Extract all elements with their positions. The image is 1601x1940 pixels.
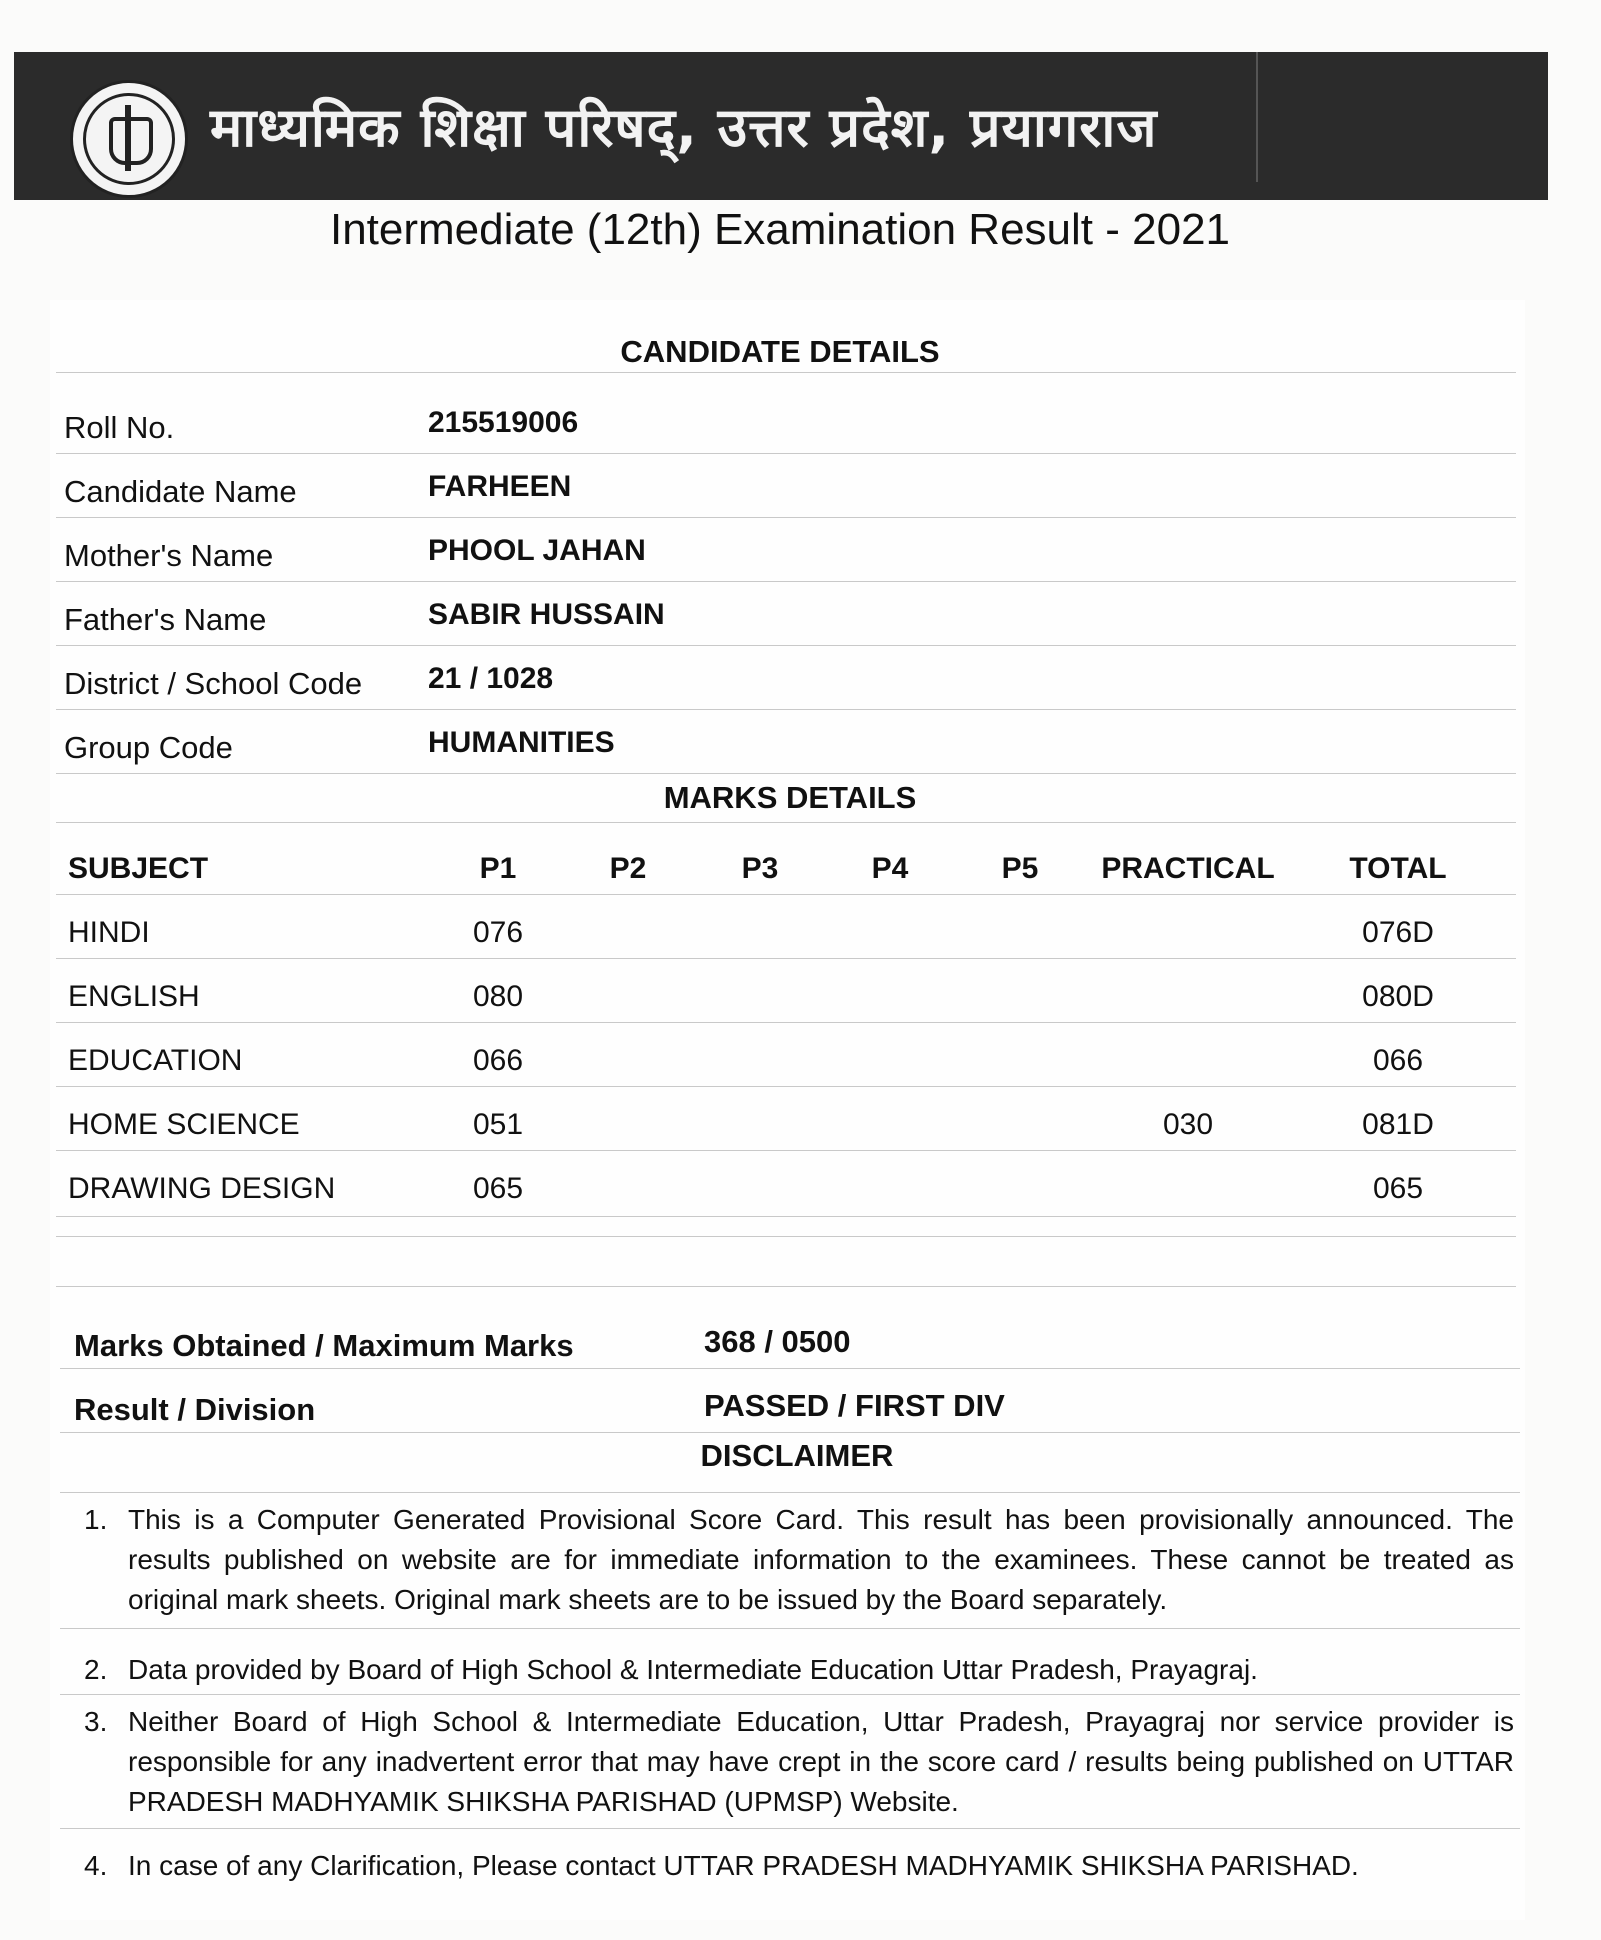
divider <box>56 1022 1516 1023</box>
divider <box>56 645 1516 646</box>
marks-row <box>68 1096 1508 1158</box>
subject-name: DRAWING DESIGN <box>68 1172 336 1205</box>
detail-label: Father's Name <box>64 602 267 637</box>
mark-practical: 030 <box>1162 1108 1214 1141</box>
subject-name: HINDI <box>68 916 150 949</box>
detail-value: PHOOL JAHAN <box>428 534 646 567</box>
candidate-details-heading: CANDIDATE DETAILS <box>620 334 940 369</box>
divider <box>56 1086 1516 1087</box>
exam-title: Intermediate (12th) Examination Result - 2021 <box>329 205 1231 254</box>
detail-label: Roll No. <box>64 410 175 445</box>
marks-row <box>68 904 1508 966</box>
column-header-p1: P1 <box>479 852 517 885</box>
detail-row-candidate-name <box>64 462 1514 524</box>
divider <box>56 372 1516 373</box>
mark-p1: 080 <box>472 980 524 1013</box>
detail-row-father-name <box>64 590 1514 652</box>
mark-total: 081D <box>1362 1108 1434 1141</box>
mark-total: 066 <box>1372 1044 1424 1077</box>
column-header-practical: PRACTICAL <box>1101 852 1275 885</box>
detail-label: Candidate Name <box>64 474 297 509</box>
marks-table-header <box>68 840 1508 902</box>
subject-name: ENGLISH <box>68 980 200 1013</box>
disclaimer-heading: DISCLAIMER <box>700 1438 894 1473</box>
divider <box>56 958 1516 959</box>
detail-value: 21 / 1028 <box>428 662 554 695</box>
column-header-subject: SUBJECT <box>68 852 209 885</box>
disclaimer-text: Neither Board of High School & Intermediate Education, Uttar Pradesh, Prayagraj nor service provider is responsible for any inadvertent error that may have crept in the score card / results being published on UTTAR PRADESH MADHYAMIK SHIKSHA PARISHAD (UPMSP) Website. <box>128 1706 1514 1817</box>
column-header-p4: P4 <box>871 852 909 885</box>
divider <box>60 1694 1520 1695</box>
detail-label: Group Code <box>64 730 233 765</box>
divider <box>60 1432 1520 1433</box>
marks-details-heading: MARKS DETAILS <box>663 780 917 815</box>
column-header-p5: P5 <box>1001 852 1039 885</box>
marks-row <box>68 968 1508 1030</box>
marks-row <box>68 1160 1508 1222</box>
subject-name: EDUCATION <box>68 1044 243 1077</box>
divider <box>60 1828 1520 1829</box>
divider <box>56 1286 1516 1287</box>
divider <box>60 1368 1520 1369</box>
divider <box>56 894 1516 895</box>
detail-value: SABIR HUSSAIN <box>428 598 665 631</box>
divider <box>60 1628 1520 1629</box>
detail-label: District / School Code <box>64 666 363 701</box>
divider <box>56 453 1516 454</box>
disclaimer-number: 2. <box>84 1654 108 1685</box>
column-header-total: TOTAL <box>1349 852 1447 885</box>
divider <box>56 709 1516 710</box>
disclaimer-number: 3. <box>84 1706 108 1737</box>
divider <box>56 517 1516 518</box>
mark-p1: 076 <box>472 916 524 949</box>
detail-label: Mother's Name <box>64 538 274 573</box>
divider <box>56 1216 1516 1217</box>
disclaimer-text: This is a Computer Generated Provisional Score Card. This result has been provisionally announced. The results published on website are for immediate information to the examinees. These cannot be treated as original mark sheets. Original mark sheets are to be issued by the Board separately. <box>128 1504 1514 1615</box>
mark-p1: 066 <box>472 1044 524 1077</box>
marks-row <box>68 1032 1508 1094</box>
detail-value: FARHEEN <box>428 470 572 503</box>
detail-value: 215519006 <box>428 406 579 439</box>
column-header-p2: P2 <box>609 852 647 885</box>
result-division-value: PASSED / FIRST DIV <box>704 1388 1005 1423</box>
marks-obtained-value: 368 / 0500 <box>704 1324 851 1359</box>
mark-total: 080D <box>1362 980 1434 1013</box>
column-header-p3: P3 <box>741 852 779 885</box>
divider <box>56 1236 1516 1237</box>
divider <box>56 581 1516 582</box>
board-seal-icon <box>70 80 188 198</box>
marks-obtained-label: Marks Obtained / Maximum Marks <box>74 1328 574 1363</box>
board-name: माध्यमिक शिक्षा परिषद्, उत्तर प्रदेश, प्रयागराज <box>210 96 1158 159</box>
disclaimer-number: 4. <box>84 1850 108 1881</box>
result-division-label: Result / Division <box>74 1392 316 1427</box>
detail-value: HUMANITIES <box>428 726 615 759</box>
disclaimer-text: Data provided by Board of High School & Intermediate Education Uttar Pradesh, Prayagraj. <box>128 1654 1258 1685</box>
mark-p1: 065 <box>472 1172 524 1205</box>
mark-p1: 051 <box>472 1108 524 1141</box>
disclaimer-number: 1. <box>84 1504 108 1535</box>
divider <box>56 822 1516 823</box>
divider <box>56 773 1516 774</box>
detail-row-district-school <box>64 654 1514 716</box>
banner-divider <box>1256 52 1258 182</box>
disclaimer-text: In case of any Clarification, Please contact UTTAR PRADESH MADHYAMIK SHIKSHA PARISHAD. <box>128 1850 1359 1881</box>
mark-total: 065 <box>1372 1172 1424 1205</box>
detail-row-group-code <box>64 718 1514 780</box>
subject-name: HOME SCIENCE <box>68 1108 300 1141</box>
divider <box>60 1492 1520 1493</box>
detail-row-mother-name <box>64 526 1514 588</box>
divider <box>56 1150 1516 1151</box>
mark-total: 076D <box>1362 916 1434 949</box>
detail-row-roll-no <box>64 398 1514 460</box>
